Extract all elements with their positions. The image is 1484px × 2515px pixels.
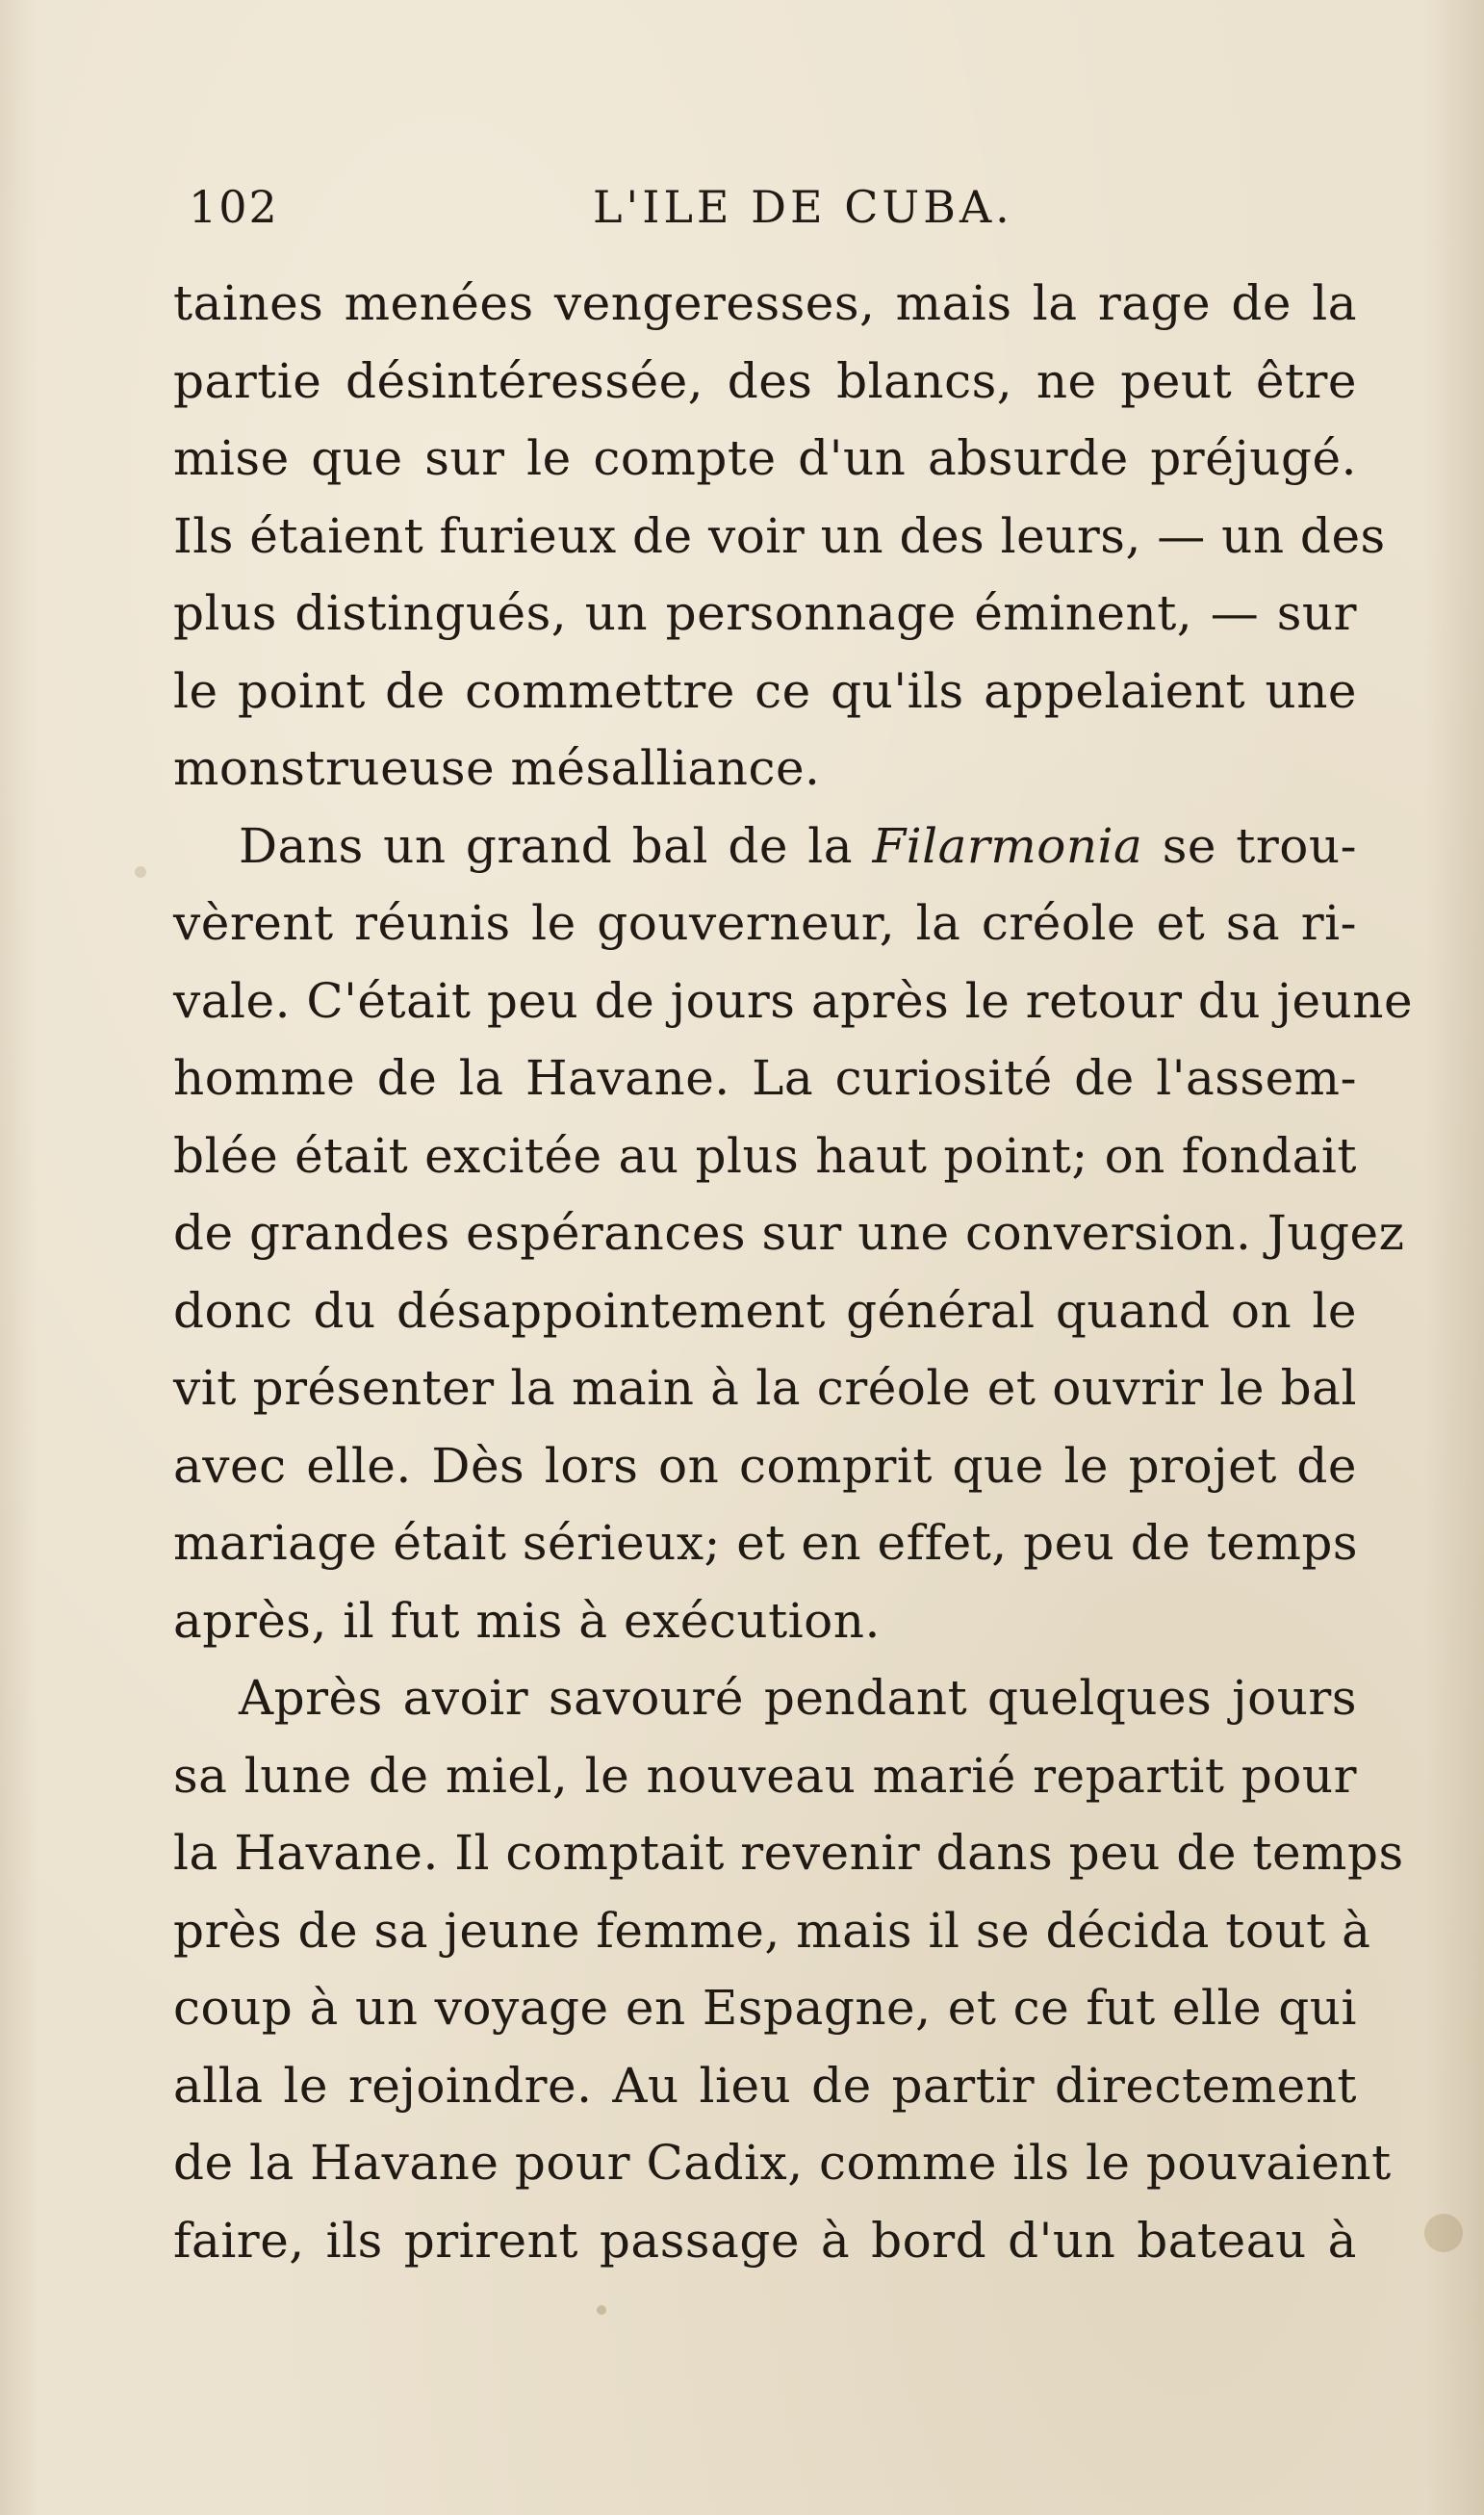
text-line: Ils étaient furieux de voir un des leurs, — un des	[173, 507, 1386, 564]
italic-title: Filarmonia	[872, 817, 1143, 874]
text-line	[173, 808, 1357, 885]
text-line: faire, ils prirent passage à bord d'un bateau à	[173, 2212, 1357, 2269]
text-line: blée était excitée au plus haut point; on fondait	[173, 1127, 1357, 1184]
text-line: plus distingués, un personnage éminent, — sur	[173, 585, 1357, 641]
page-number: 102	[189, 181, 279, 233]
text-line: de la Havane pour Cadix, comme ils le pouvaient	[173, 2135, 1392, 2191]
text-line: alla le rejoindre. Au lieu de partir directement	[173, 2057, 1357, 2114]
text-line: avec elle. Dès lors on comprit que le projet de	[173, 1437, 1357, 1494]
text-segment: se trou-	[1142, 817, 1357, 874]
text-line: coup à un voyage en Espagne, et ce fut elle qui	[173, 1980, 1357, 2036]
text-line: la Havane. Il comptait revenir dans peu de temps	[173, 1825, 1404, 1881]
text-line: vèrent réunis le gouverneur, la créole et sa ri-	[173, 895, 1357, 951]
text-line: Après avoir savouré pendant quelques jours	[239, 1670, 1357, 1726]
text-line: taines menées vengeresses, mais la rage de la	[173, 275, 1357, 331]
text-line: vit présenter la main à la créole et ouvrir le bal	[173, 1360, 1357, 1416]
text-line: le point de commettre ce qu'ils appelaient une	[173, 662, 1357, 719]
paper-stain	[1424, 2214, 1463, 2252]
text-line: après, il fut mis à exécution.	[173, 1592, 881, 1649]
body-text	[173, 265, 1414, 2279]
text-line: mariage était sérieux; et en effet, peu de temps	[173, 1515, 1359, 1571]
text-line: près de sa jeune femme, mais il se décida tout à	[173, 1902, 1371, 1959]
running-header	[189, 181, 1343, 248]
text-line: monstrueuse mésalliance.	[173, 740, 821, 796]
text-line: vale. C'était peu de jours après le retour du jeune	[173, 972, 1414, 1029]
text-line: homme de la Havane. La curiosité de l'assem-	[173, 1050, 1357, 1106]
text-line: mise que sur le compte d'un absurde préjugé.	[173, 430, 1357, 486]
text-line: partie désintéressée, des blancs, ne peut être	[173, 352, 1357, 409]
text-line: sa lune de miel, le nouveau marié repartit pour	[173, 1747, 1357, 1804]
paper-stain	[597, 2305, 606, 2315]
text-line: donc du désappointement général quand on le	[173, 1282, 1357, 1339]
running-title: L'ILE DE CUBA.	[593, 181, 1013, 233]
text-segment: Dans un grand bal de la	[239, 817, 873, 874]
paper-stain	[135, 866, 146, 878]
text-line: de grandes espérances sur une conversion. Jugez	[173, 1205, 1405, 1261]
